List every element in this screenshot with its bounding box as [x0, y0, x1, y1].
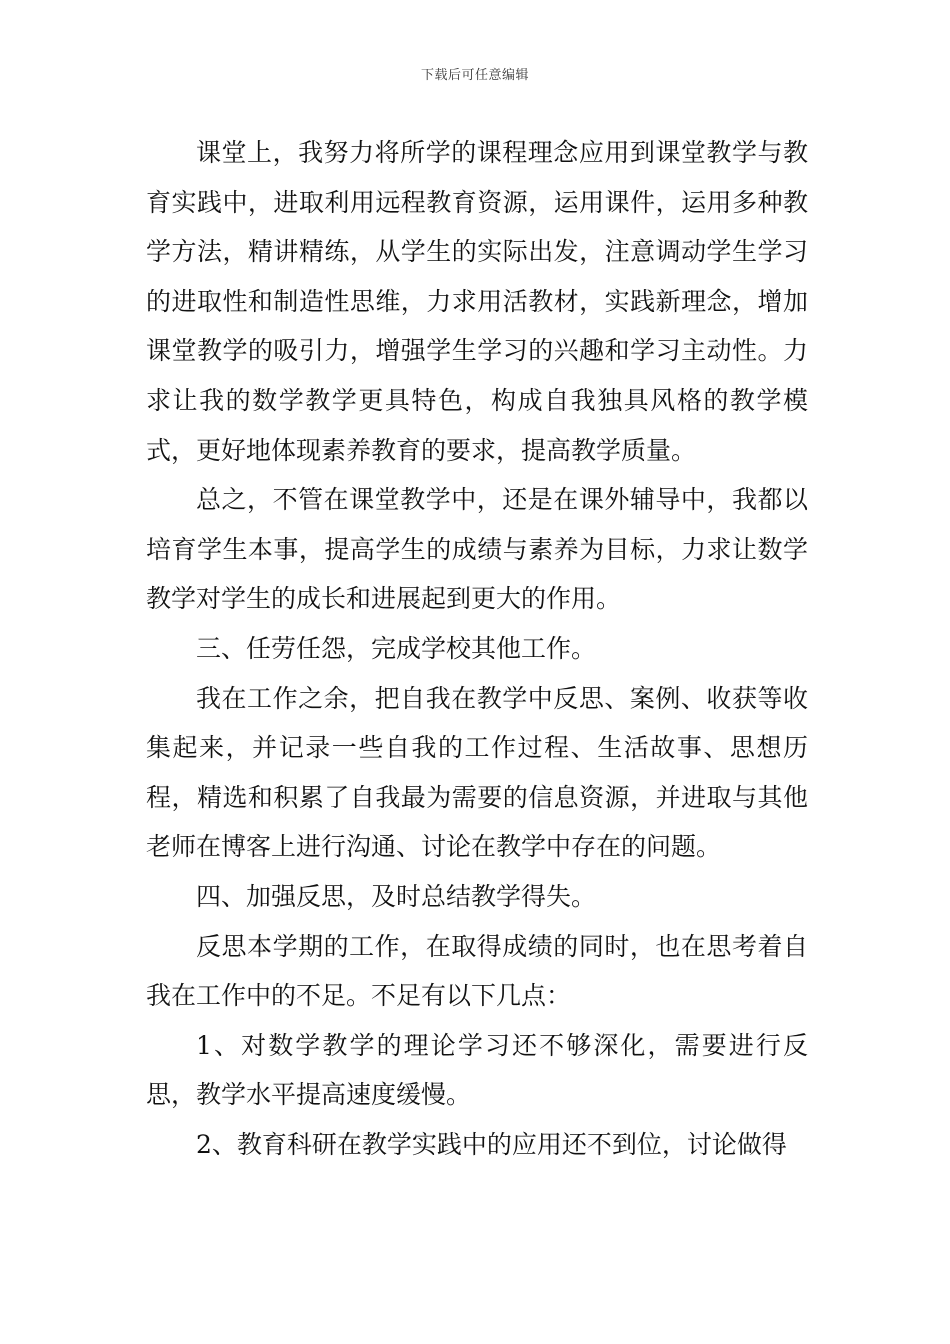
paragraph-shortcomings-intro: 反思本学期的工作，在取得成绩的同时，也在思考着自我在工作中的不足。不足有以下几点：	[146, 931, 808, 1011]
list-item-1: 1、对数学教学的理论学习还不够深化，需要进行反思，教学水平提高速度缓慢。	[146, 1030, 808, 1110]
section-heading-4: 四、加强反思，及时总结教学得失。	[196, 881, 597, 911]
page-header: 下载后可任意编辑	[420, 68, 529, 83]
paragraph-classroom: 课堂上，我努力将所学的课程理念应用到课堂教学与教育实践中，进取利用远程教育资源，运用课件，运用多种教学方法，精讲精练，从学生的实际出发，注意调动学生学习的进取性和制造性思维，力求用活教材，实践新理念，增加课堂教学的吸引力，增强学生学习的兴趣和学习主动性。力求让我的数学教学更具特色，构成自我独具风格的教学模式，更好地体现素养教育的要求，提高教学质量。	[146, 138, 808, 465]
document-body	[146, 128, 808, 1169]
paragraph-reflection-records: 我在工作之余，把自我在教学中反思、案例、收获等收集起来，并记录一些自我的工作过程、生活故事、思想历程，精选和积累了自我最为需要的信息资源，并进取与其他老师在博客上进行沟通、讨论在教学中存在的问题。	[146, 683, 808, 862]
paragraph-summary: 总之，不管在课堂教学中，还是在课外辅导中，我都以培育学生本事，提高学生的成绩与素养为目标，力求让数学教学对学生的成长和进展起到更大的作用。	[146, 485, 808, 614]
list-item-2: 2、教育科研在教学实践中的应用还不到位，讨论做得	[196, 1129, 787, 1159]
section-heading-3: 三、任劳任怨，完成学校其他工作。	[196, 633, 597, 663]
